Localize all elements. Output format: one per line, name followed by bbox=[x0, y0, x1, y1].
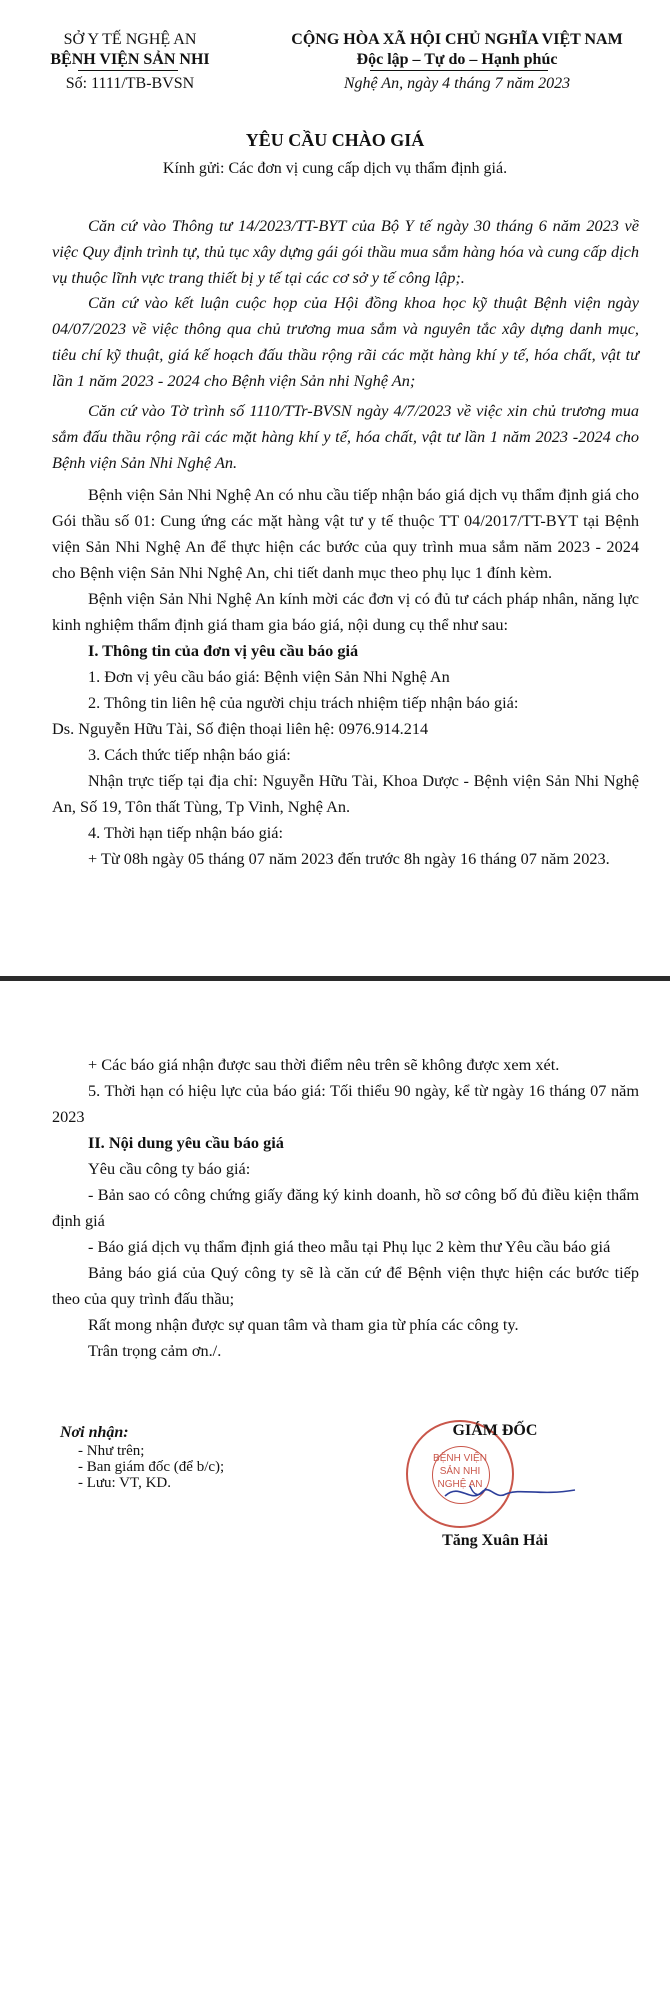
motto: Độc lập – Tự do – Hạnh phúc bbox=[356, 51, 558, 68]
recipients-block bbox=[60, 1425, 300, 1491]
header-left bbox=[40, 30, 220, 94]
stamp-line: NGHỆ AN bbox=[437, 1479, 483, 1490]
header-left-underline bbox=[78, 70, 178, 71]
recipient-item: - Ban giám đốc (để b/c); bbox=[78, 1459, 225, 1475]
stamp-line: SẢN NHI bbox=[439, 1466, 481, 1477]
place-date: Nghệ An, ngày 4 tháng 7 năm 2023 bbox=[343, 75, 571, 92]
basis-3: Căn cứ vào Tờ trình số 1110/TTr-BVSN ngày 4/7/2023 về việc xin chủ trương mua sắm đấu thầu rộng rãi các mặt hàng khí y tế, hóa chất, vật tư lần 1 năm 2023 -2024 cho Bệnh viện Sản Nhi Nghệ An. bbox=[52, 401, 639, 472]
basis-note: Bảng báo giá của Quý công ty sẽ là căn cứ để Bệnh viện thực hiện các bước tiếp theo của quy trình đấu thầu; bbox=[52, 1263, 639, 1308]
handwritten-signature bbox=[440, 1478, 580, 1508]
recipient-line: Kính gửi: Các đơn vị cung cấp dịch vụ thẩm định giá. bbox=[162, 160, 508, 177]
intro-paragraph-1: Bệnh viện Sản Nhi Nghệ An có nhu cầu tiếp nhận báo giá dịch vụ thẩm định giá cho Gói thầu số 01: Cung ứng các mặt hàng vật tư y tế thuộc TT 04/2017/TT-BYT tại Bệnh viện Sản Nhi Nghệ An để thực hiện các bước của quy trình mua sắm năm 2023 - 2024 cho Bệnh viện Sản Nhi Nghệ An, chi tiết danh mục theo phụ lục 1 đính kèm. bbox=[52, 485, 639, 582]
request-item-2: - Báo giá dịch vụ thẩm định giá theo mẫu tại Phụ lục 2 kèm thư Yêu cầu báo giá bbox=[88, 1237, 611, 1256]
stamp-line: BỆNH VIỆN bbox=[433, 1453, 487, 1464]
page2-body bbox=[52, 1052, 639, 1364]
hospital-name: BỆNH VIỆN SẢN NHI bbox=[50, 51, 210, 68]
section-1-heading: I. Thông tin của đơn vị yêu cầu báo giá bbox=[88, 641, 359, 660]
signer-name: Tăng Xuân Hải bbox=[442, 1532, 548, 1549]
signer-title: GIÁM ĐỐC bbox=[452, 1422, 538, 1439]
item-4-period: + Từ 08h ngày 05 tháng 07 năm 2023 đến trước 8h ngày 16 tháng 07 năm 2023. bbox=[88, 849, 610, 868]
item-2-contact: Ds. Nguyễn Hữu Tài, Số điện thoại liên hệ: 0976.914.214 bbox=[52, 719, 429, 738]
intro-paragraph-2: Bệnh viện Sản Nhi Nghệ An kính mời các đơn vị có đủ tư cách pháp nhân, năng lực kinh nghiệm thẩm định giá tham gia báo giá, nội dung cụ thể như sau: bbox=[52, 589, 639, 634]
item-3-address: Nhận trực tiếp tại địa chỉ: Nguyễn Hữu Tài, Khoa Dược - Bệnh viện Sản Nhi Nghệ An, Số 19, Tôn thất Tùng, Tp Vinh, Nghệ An. bbox=[52, 771, 639, 816]
request-item-1: - Bản sao có công chứng giấy đăng ký kinh doanh, hồ sơ công bố đủ điều kiện thẩm định giá bbox=[52, 1185, 639, 1230]
recipients-label: Nơi nhận: bbox=[60, 1424, 129, 1441]
header-right-underline bbox=[370, 70, 548, 71]
basis-1: Căn cứ vào Thông tư 14/2023/TT-BYT của Bộ Y tế ngày 30 tháng 6 năm 2023 về việc Quy định trình tự, thủ tục xây dựng gái gói thầu mua sắm hàng hóa và cung cấp dịch vụ thuộc lĩnh vực trang thiết bị y tế tại các cơ sở y tế công lập;. bbox=[52, 216, 639, 287]
item-1: 1. Đơn vị yêu cầu báo giá: Bệnh viện Sản Nhi Nghệ An bbox=[88, 667, 450, 686]
item-2: 2. Thông tin liên hệ của người chịu trách nhiệm tiếp nhận báo giá: bbox=[88, 693, 519, 712]
item-4: 4. Thời hạn tiếp nhận báo giá: bbox=[88, 823, 284, 842]
item-3: 3. Cách thức tiếp nhận báo giá: bbox=[88, 745, 291, 764]
recipient-item: - Lưu: VT, KD. bbox=[78, 1475, 171, 1491]
section-2-heading: II. Nội dung yêu cầu báo giá bbox=[88, 1133, 284, 1152]
late-quotes-note: + Các báo giá nhận được sau thời điểm nêu trên sẽ không được xem xét. bbox=[88, 1055, 560, 1074]
document-number: Số: 1111/TB-BVSN bbox=[65, 75, 195, 92]
page-divider bbox=[0, 976, 670, 981]
page1-body bbox=[52, 213, 639, 872]
nation-name: CỘNG HÒA XÃ HỘI CHỦ NGHĨA VIỆT NAM bbox=[291, 31, 623, 48]
document-title: YÊU CẦU CHÀO GIÁ bbox=[245, 130, 425, 150]
ministry-name: SỞ Y TẾ NGHỆ AN bbox=[63, 31, 197, 48]
recipient-item: - Như trên; bbox=[78, 1443, 145, 1459]
closing-line-1: Rất mong nhận được sự quan tâm và tham gia từ phía các công ty. bbox=[88, 1315, 519, 1334]
closing-line-2: Trân trọng cảm ơn./. bbox=[88, 1341, 222, 1360]
header-right bbox=[262, 30, 652, 94]
item-5-validity: 5. Thời hạn có hiệu lực của báo giá: Tối thiểu 90 ngày, kể từ ngày 16 tháng 07 năm 2023 bbox=[52, 1081, 639, 1126]
basis-2: Căn cứ vào kết luận cuộc họp của Hội đồng khoa học kỹ thuật Bệnh viện ngày 04/07/2023 về việc thông qua chủ trương mua sắm và nguyên tắc xây dựng danh mục, tiêu chí kỹ thuật, giá kế hoạch đấu thầu rộng rãi các mặt hàng khí y tế, hóa chất, vật tư lần 1 năm 2023 - 2024 cho Bệnh viện Sản nhi Nghệ An; bbox=[52, 293, 639, 390]
request-intro: Yêu cầu công ty báo giá: bbox=[88, 1159, 251, 1178]
